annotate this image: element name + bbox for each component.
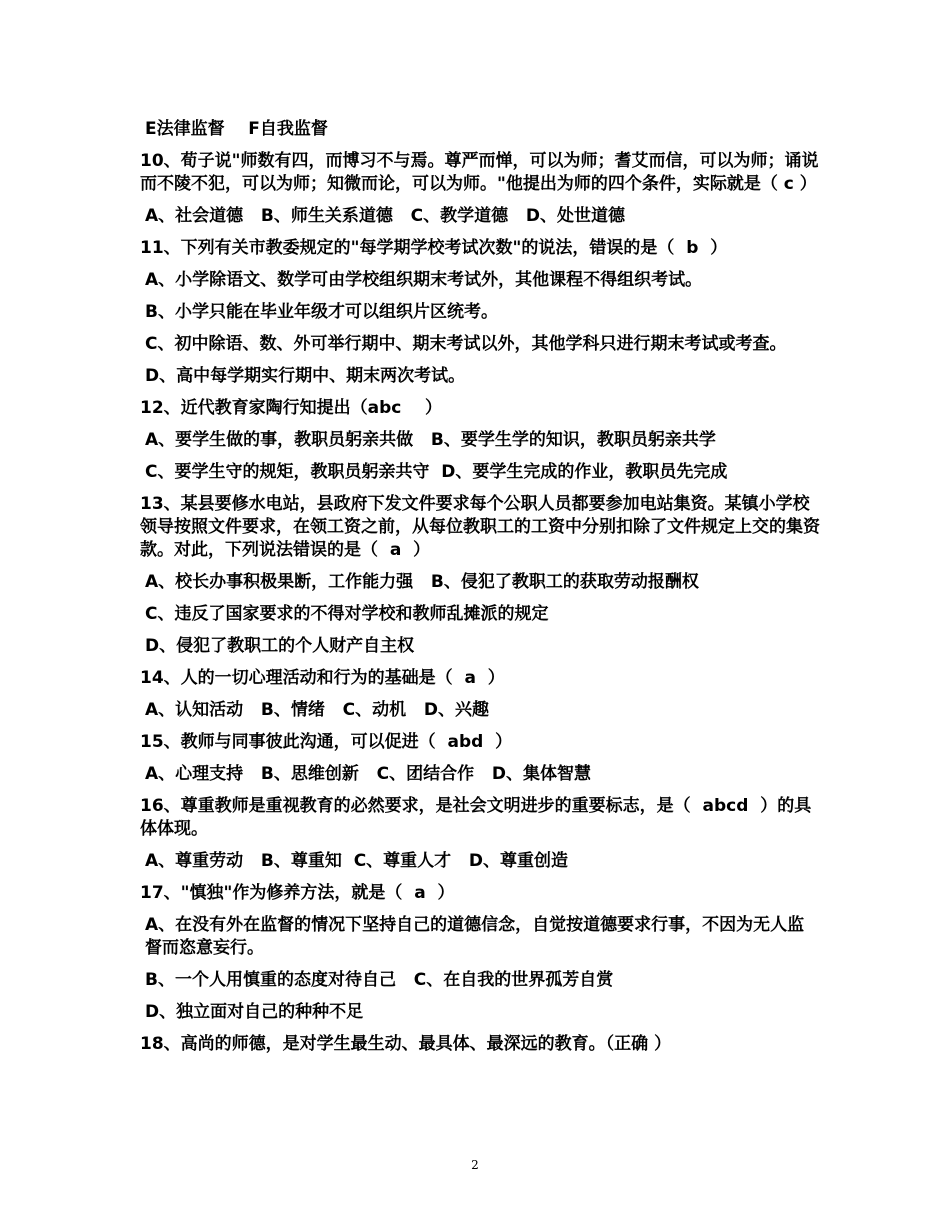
question-12: 12、近代教育家陶行知提出（abc ）: [140, 398, 443, 418]
question-11-option-c: C、初中除语、数、外可举行期中、期末考试以外，其他学科只进行期末考试或考查。: [145, 334, 787, 354]
question-12-options-cd: C、要学生守的规矩，教职员躬亲共守 D、要学生完成的作业，教职员先完成: [145, 462, 728, 482]
question-11: 11、下列有关市教委规定的"每学期学校考试次数"的说法，错误的是（ b ）: [140, 238, 728, 258]
question-18: 18、高尚的师德，是对学生最生动、最具体、最深远的教育。（正确 ）: [140, 1034, 672, 1054]
question-17: 17、"慎独"作为修养方法，就是（ a ）: [140, 883, 455, 903]
question-15: 15、教师与同事彼此沟通，可以促进（ abd ）: [140, 732, 513, 752]
question-15-options: A、心理支持 B、思维创新 C、团结合作 D、集体智慧: [145, 764, 591, 784]
document-body: [140, 118, 820, 1056]
question-11-option-d: D、高中每学期实行期中、期末两次考试。: [145, 366, 466, 386]
question-10: 10、荀子说"师数有四，而博习不与焉。尊严而惮，可以为师；耆艾而信，可以为师；诵说而不陵不犯，可以为师；知微而论，可以为师。"他提出为师的四个条件，实际就是（ c ）: [140, 151, 819, 194]
question-13-option-d: D、侵犯了教职工的个人财产自主权: [145, 636, 415, 656]
page-number: 2: [471, 1158, 479, 1172]
question-17-option-d: D、独立面对自己的种种不足: [145, 1002, 364, 1022]
question-11-option-b: B、小学只能在毕业年级才可以组织片区统考。: [145, 302, 498, 322]
question-12-options-ab: A、要学生做的事，教职员躬亲共做 B、要学生学的知识，教职员躬亲共学: [145, 430, 716, 450]
question-16: 16、尊重教师是重视教育的必然要求，是社会文明进步的重要标志，是（ abcd ）的具体体现。: [140, 796, 812, 839]
question-14-options: A、认知活动 B、情绪 C、动机 D、兴趣: [145, 700, 489, 720]
question-13-options-ab: A、校长办事积极果断，工作能力强 B、侵犯了教职工的获取劳动报酬权: [145, 572, 699, 592]
option-line: E法律监督 F自我监督: [145, 119, 328, 139]
question-17-options-bc: B、一个人用慎重的态度对待自己 C、在自我的世界孤芳自赏: [145, 970, 614, 990]
question-11-option-a: A、小学除语文、数学可由学校组织期末考试外，其他课程不得组织考试。: [145, 270, 703, 290]
question-10-options: A、社会道德 B、师生关系道德 C、教学道德 D、处世道德: [145, 206, 625, 226]
question-17-option-a: A、在没有外在监督的情况下坚持自己的道德信念，自觉按道德要求行事，不因为无人监督而恣意妄行。: [145, 915, 805, 958]
question-13: 13、某县要修水电站，县政府下发文件要求每个公职人员都要参加电站集资。某镇小学校领导按照文件要求，在领工资之前，从每位教职工的工资中分别扣除了文件规定上交的集资款。对此，下列说法错误的是（ a ）: [140, 494, 820, 560]
question-16-options: A、尊重劳动 B、尊重知 C、尊重人才 D、尊重创造: [145, 851, 569, 871]
question-14: 14、人的一切心理活动和行为的基础是（ a ）: [140, 668, 505, 688]
question-13-option-c: C、违反了国家要求的不得对学校和教师乱摊派的规定: [145, 604, 549, 624]
